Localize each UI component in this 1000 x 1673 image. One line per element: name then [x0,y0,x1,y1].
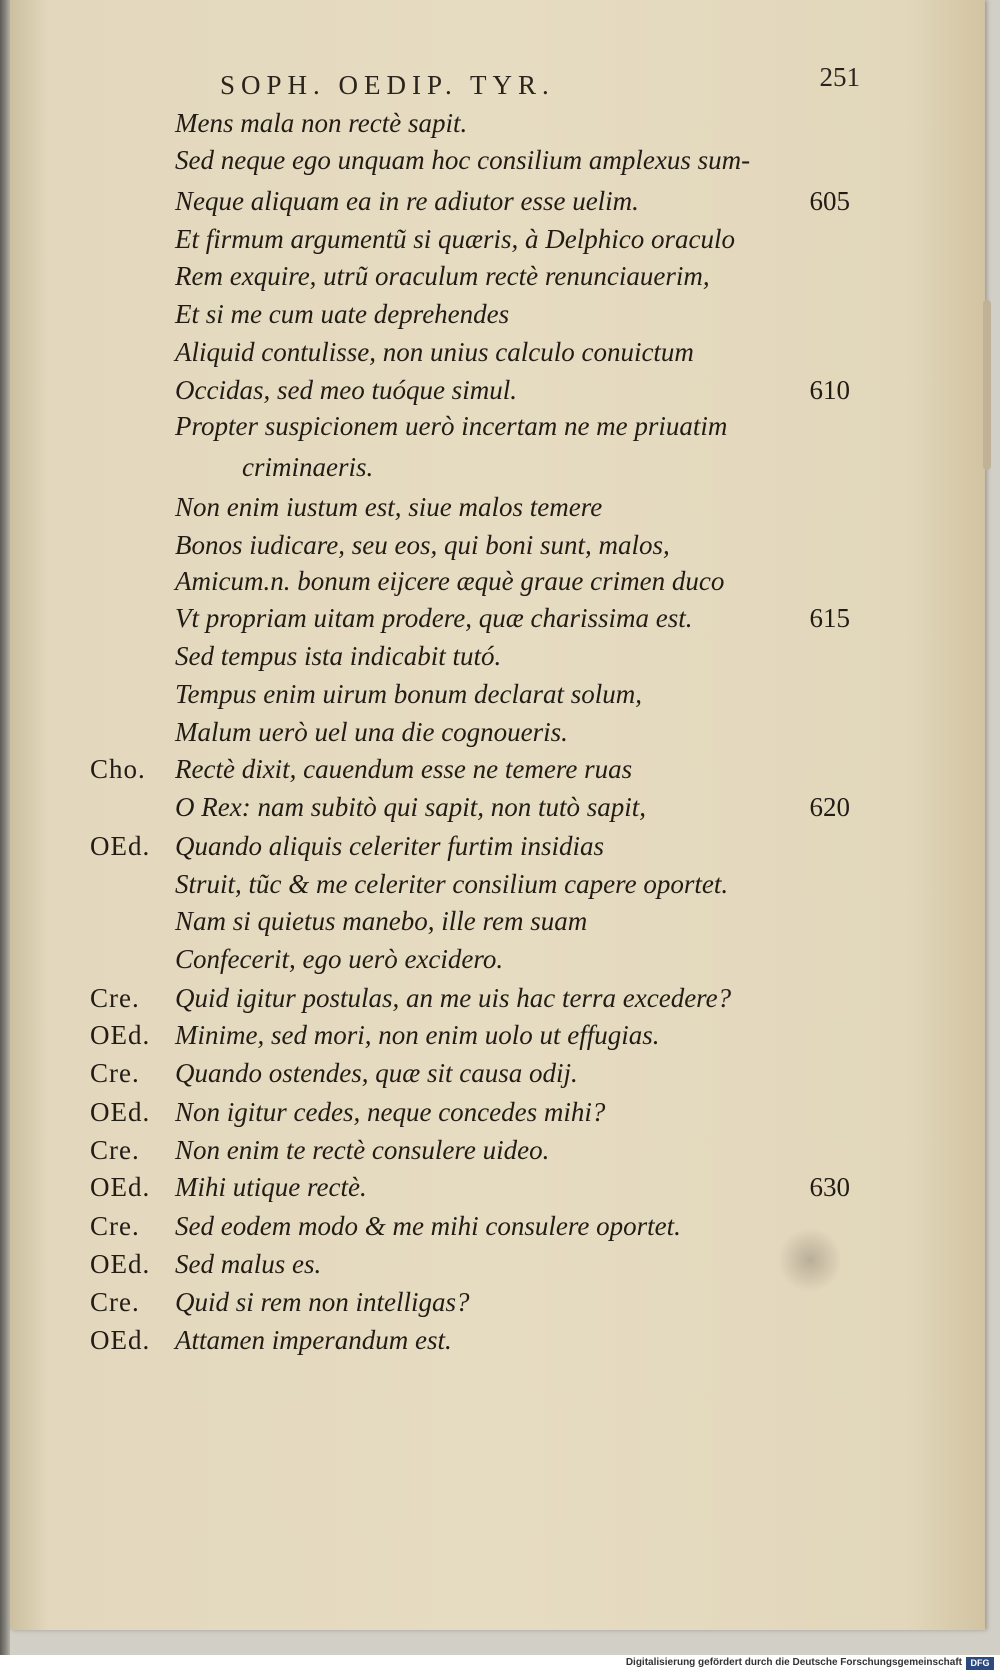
verse-text: Non igitur cedes, neque concedes mihi? [175,1097,606,1127]
ink-bleed [780,1225,840,1295]
verse-text: Rectè dixit, cauendum esse ne temere ruas [175,754,633,784]
verse-text: Sed tempus ista indicabit tutó. [175,641,502,671]
verse-text: Et si me cum uate deprehendes [175,299,510,329]
running-title: SOPH. OEDIP. TYR. [220,70,555,100]
verse-text: Non enim iustum est, siue malos temere [175,492,603,522]
verse-line [10,792,1000,828]
verse-text: criminaeris. [242,452,374,482]
verse-line [10,530,1000,566]
footer-text: Digitalisierung gefördert durch die Deutsche Forschungsgemeinschaft [625,1657,962,1668]
verse-line [10,1249,1000,1285]
verse-line [10,375,1000,411]
speaker-label: Cre. [90,1211,140,1241]
verse-text: Et firmum argumentũ si quæris, à Delphico oraculo [175,224,735,254]
verse-text: Sed eodem modo & me mihi consulere oportet. [175,1211,681,1241]
verse-line [10,1287,1000,1323]
line-number: 630 [809,1172,850,1202]
verse-text: Mihi utique rectè. [175,1172,367,1202]
line-number: 615 [809,603,850,633]
speaker-label: Cre. [90,1135,140,1165]
verse-text: Vt propriam uitam prodere, quæ charissima est. [175,603,693,633]
verse-line [10,108,1000,144]
verse-line [10,261,1000,297]
speaker-label: Cre. [90,983,140,1013]
verse-text: Malum uerò uel una die cognoueris. [175,717,568,747]
verse-line [10,299,1000,335]
verse-line [10,1211,1000,1247]
verse-text: Nam si quietus manebo, ille rem suam [175,906,588,936]
verse-line [10,641,1000,677]
page-number: 251 [819,62,860,92]
book-page [10,0,985,1630]
verse-text: Bonos iudicare, seu eos, qui boni sunt, malos, [175,530,670,560]
verse-line [10,224,1000,260]
dfg-logo: DFG [966,1657,994,1670]
verse-line [10,1135,1000,1171]
line-number: 605 [809,186,850,216]
verse-text: Quid igitur postulas, an me uis hac terra excedere? [175,983,732,1013]
verse-line [10,831,1000,867]
digitization-footer [0,1655,1000,1673]
verse-text: Neque aliquam ea in re adiutor esse uelim. [175,186,639,216]
speaker-label: Cre. [90,1287,140,1317]
speaker-label: OEd. [90,1249,151,1279]
verse-text: Attamen imperandum est. [175,1325,452,1355]
verse-text: Minime, sed mori, non enim uolo ut effugias. [175,1020,660,1050]
verse-line [10,452,1000,488]
speaker-label: OEd. [90,1020,151,1050]
verse-line [10,603,1000,639]
verse-text: Confecerit, ego uerò excidero. [175,944,504,974]
verse-line [10,754,1000,790]
verse-line [10,186,1000,222]
speaker-label: OEd. [90,1325,151,1355]
verse-text: Tempus enim uirum bonum declarat solum, [175,679,643,709]
verse-text: Rem exquire, utrũ oraculum rectè renunciauerim, [175,261,710,291]
verse-line [10,983,1000,1019]
verse-line [10,411,1000,447]
speaker-label: Cho. [90,754,146,784]
verse-text: Non enim te rectè consulere uideo. [175,1135,550,1165]
line-number: 610 [809,375,850,405]
verse-text: O Rex: nam subitò qui sapit, non tutò sapit, [175,792,646,822]
verse-text: Quando aliquis celeriter furtim insidias [175,831,604,861]
verse-text: Propter suspicionem uerò incertam ne me priuatim [175,411,728,441]
verse-text: Quando ostendes, quæ sit causa odij. [175,1058,578,1088]
verse-text: Struit, tũc & me celeriter consilium capere oportet. [175,869,729,899]
verse-line [10,1020,1000,1056]
verse-line [10,492,1000,528]
verse-line [10,1325,1000,1361]
book-cover-edge [0,0,10,1655]
speaker-label: OEd. [90,1172,151,1202]
verse-line [10,1172,1000,1208]
verse-line [10,1097,1000,1133]
verse-line [10,145,1000,181]
verse-line [10,869,1000,905]
speaker-label: Cre. [90,1058,140,1088]
speaker-label: OEd. [90,831,151,861]
verse-text: Mens mala non rectè sapit. [175,108,468,138]
verse-line [10,566,1000,602]
verse-line [10,679,1000,715]
verse-text: Occidas, sed meo tuóque simul. [175,375,517,405]
verse-text: Sed neque ego unquam hoc consilium amplexus sum- [175,145,751,175]
speaker-label: OEd. [90,1097,151,1127]
verse-text: Amicum.n. bonum eijcere æquè graue crimen duco [175,566,725,596]
verse-text: Quid si rem non intelligas? [175,1287,470,1317]
verse-line [10,906,1000,942]
verse-line [10,717,1000,753]
verse-line [10,337,1000,373]
verse-line [10,1058,1000,1094]
verse-text: Sed malus es. [175,1249,322,1279]
running-head [220,62,860,102]
verse-text: Aliquid contulisse, non unius calculo conuictum [175,337,694,367]
verse-line [10,944,1000,980]
line-number: 620 [809,792,850,822]
